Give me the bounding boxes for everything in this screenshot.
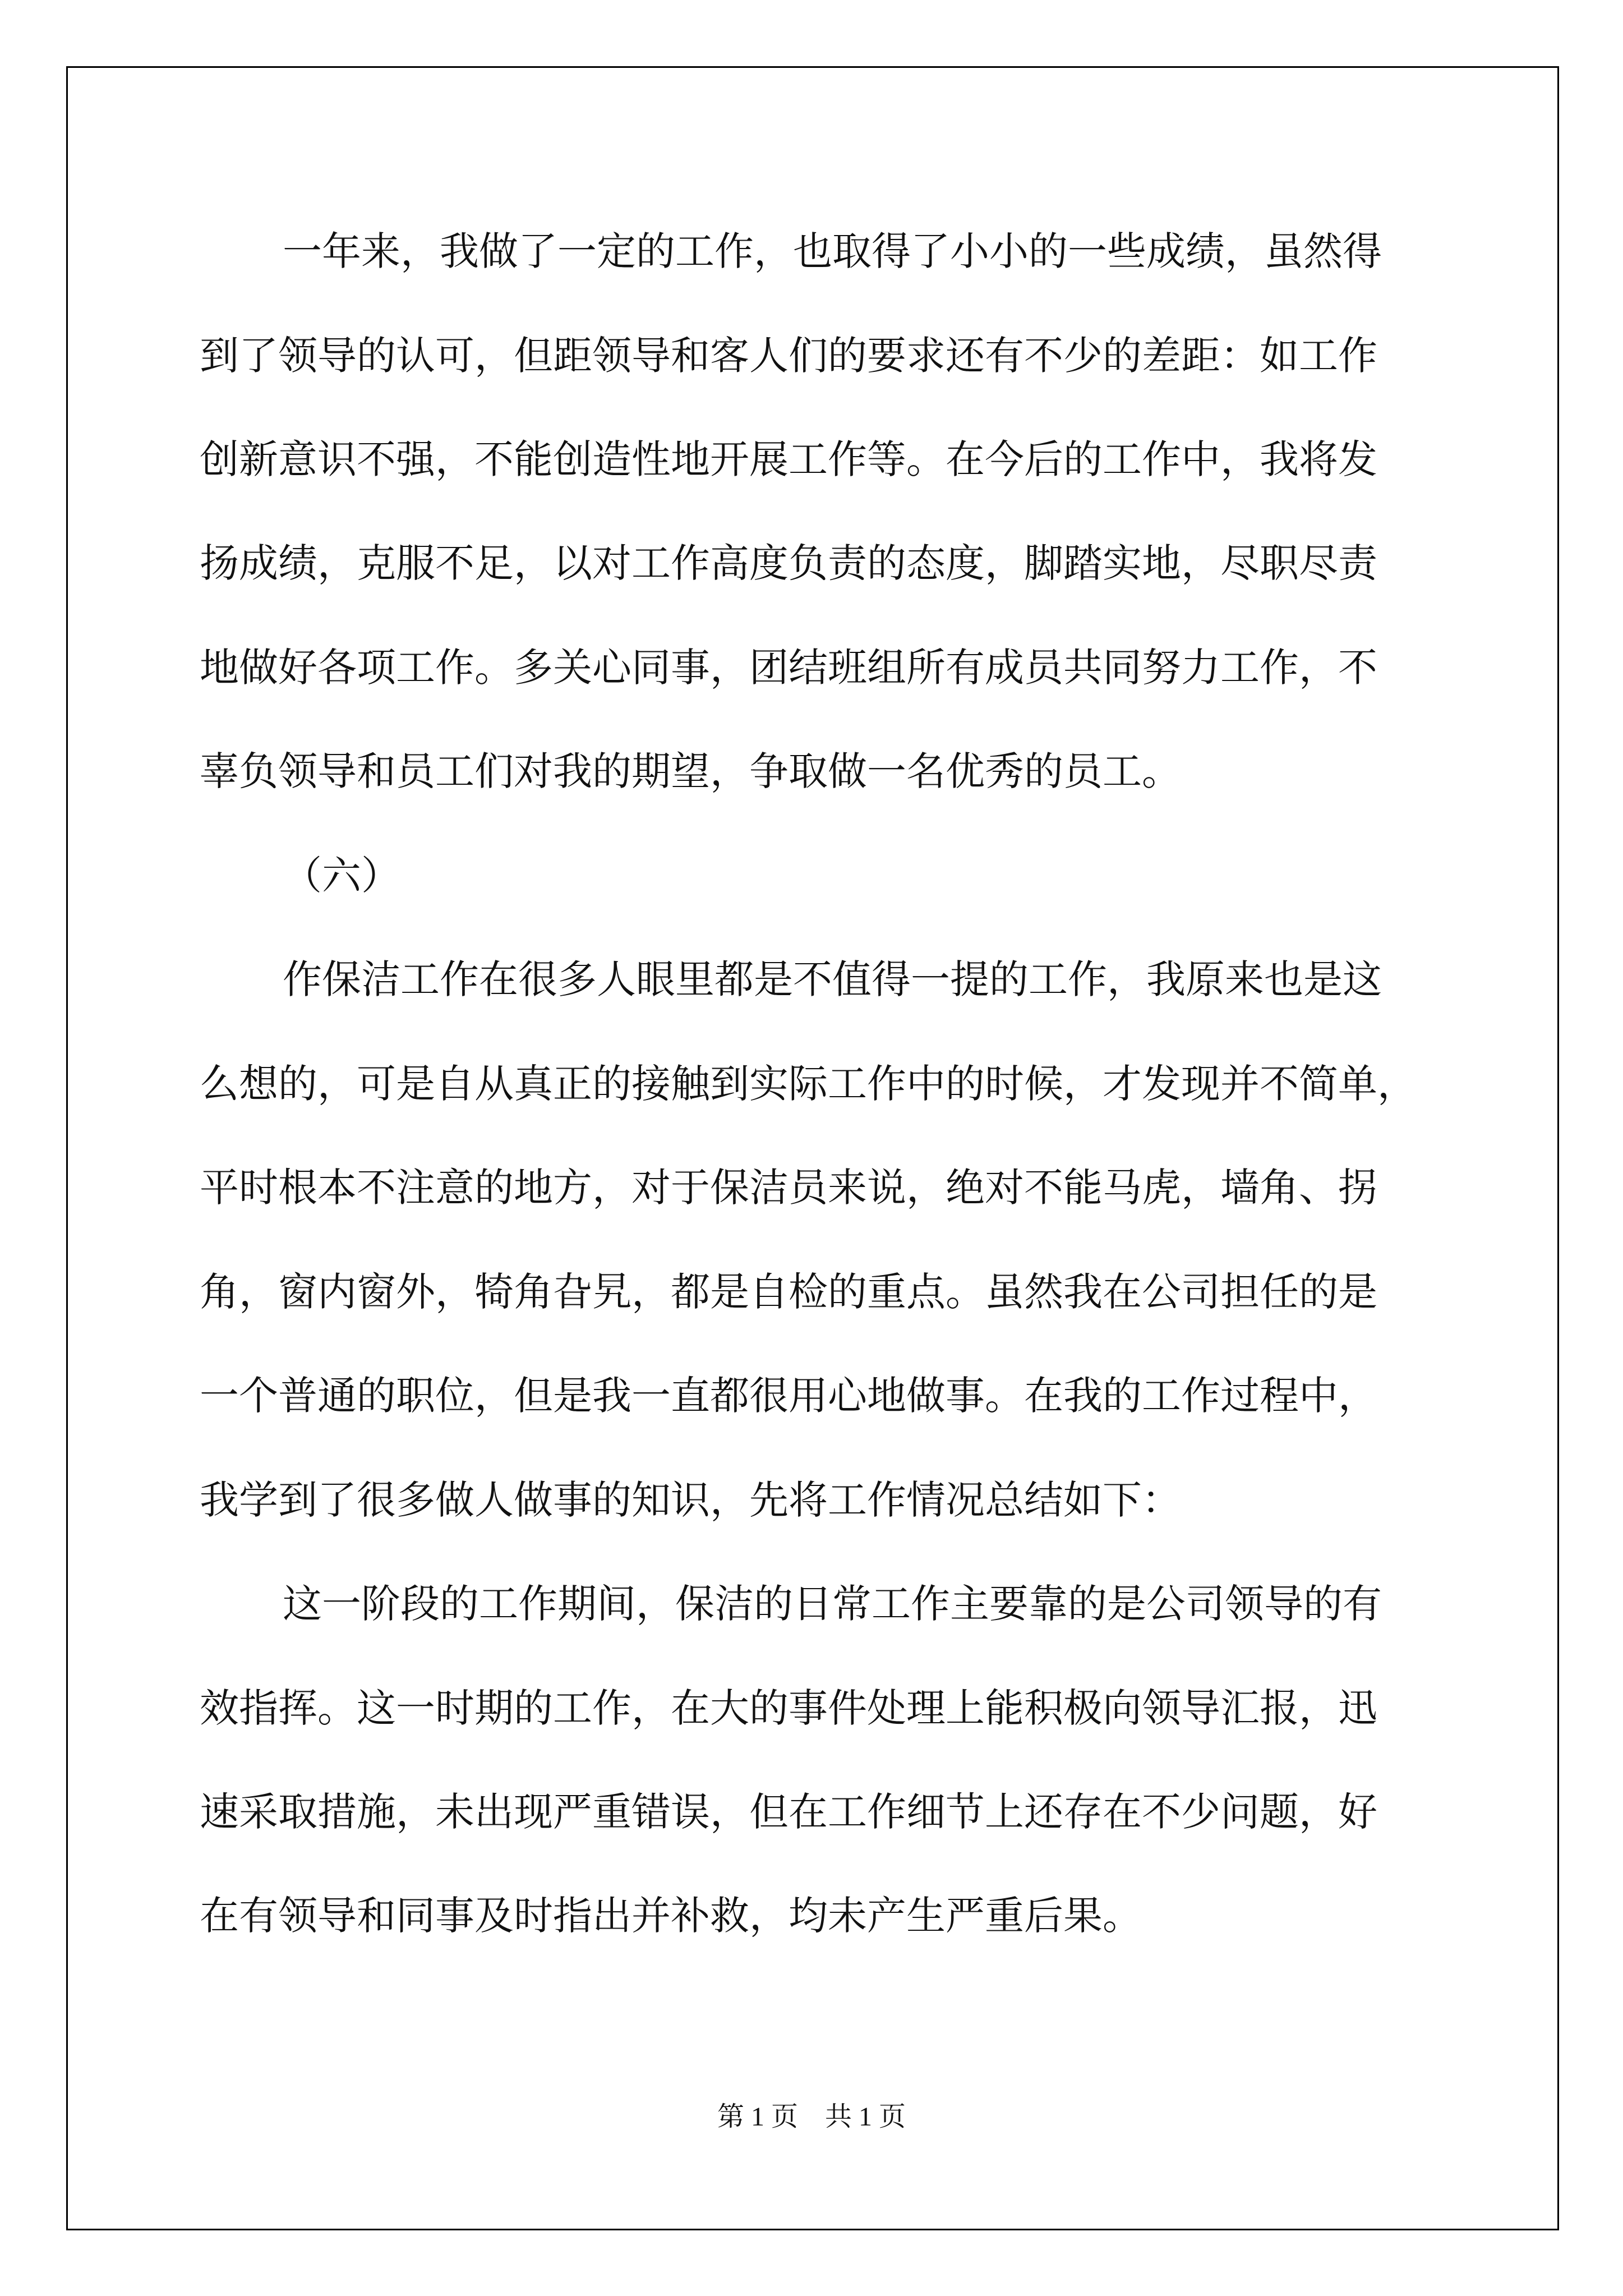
paragraph-2-line-3: 平时根本不注意的地方，对于保洁员来说，绝对不能马虎，墙角、拐: [200, 1165, 1377, 1211]
paragraph-1-line-2: 到了领导的认可，但距领导和客人们的要求还有不少的差距：如工作: [200, 333, 1377, 379]
paragraph-3-line-2: 效指挥。这一时期的工作，在大的事件处理上能积极向领导汇报，迅: [200, 1685, 1377, 1731]
paragraph-3-line-3: 速采取措施，未出现严重错误，但在工作细节上还存在不少问题，好: [200, 1789, 1377, 1835]
paragraph-2-line-1: 作保洁工作在很多人眼里都是不值得一提的工作，我原来也是这: [283, 956, 1382, 1002]
paragraph-1-line-5: 地做好各项工作。多关心同事，团结班组所有成员共同努力工作，不: [200, 645, 1377, 691]
paragraph-1-line-3: 创新意识不强，不能创造性地开展工作等。在今后的工作中，我将发: [200, 436, 1377, 482]
section-heading: （六）: [283, 853, 400, 899]
paragraph-2-line-4: 角，窗内窗外，犄角旮旯，都是自检的重点。虽然我在公司担任的是: [200, 1269, 1377, 1315]
page-number-footer: 第 1 页 共 1 页: [717, 2102, 906, 2132]
paragraph-1-line-6: 辜负领导和员工们对我的期望，争取做一名优秀的员工。: [200, 748, 1181, 794]
paragraph-1-line-1: 一年来，我做了一定的工作，也取得了小小的一些成绩，虽然得: [283, 228, 1382, 274]
paragraph-3-line-4: 在有领导和同事及时指出并补救，均未产生严重后果。: [200, 1893, 1142, 1939]
paragraph-2-line-2: 么想的，可是自从真正的接触到实际工作中的时候，才发现并不简单，: [200, 1061, 1417, 1107]
paragraph-2-line-5: 一个普通的职位，但是我一直都很用心地做事。在我的工作过程中，: [200, 1373, 1377, 1419]
paragraph-2-line-6: 我学到了很多做人做事的知识，先将工作情况总结如下：: [200, 1477, 1181, 1523]
paragraph-1-line-4: 扬成绩，克服不足，以对工作高度负责的态度，脚踏实地，尽职尽责: [200, 540, 1377, 586]
paragraph-3-line-1: 这一阶段的工作期间，保洁的日常工作主要靠的是公司领导的有: [283, 1581, 1382, 1627]
